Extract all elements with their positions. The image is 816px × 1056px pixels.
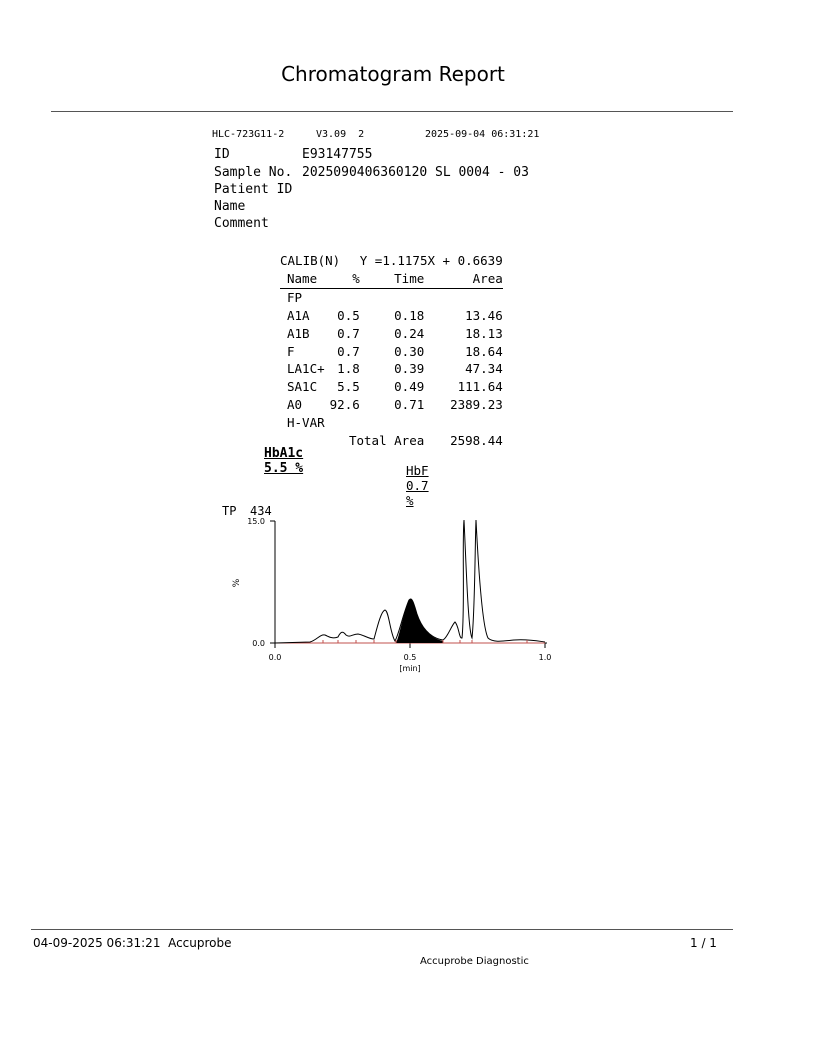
- peak-name: F: [287, 343, 295, 359]
- x-tick-label: 0.0: [268, 653, 282, 662]
- peak-area: 47.34: [465, 361, 503, 377]
- sample-no-value: 2025090406360120: [302, 165, 428, 180]
- peak-name: A1B: [287, 325, 310, 341]
- column-header-name: Name: [280, 270, 325, 288]
- hba1c-result: HbA1c 5.5 %: [264, 446, 304, 476]
- chromatogram-chart: [210, 500, 560, 680]
- table-row: [280, 307, 503, 325]
- peak-time: 0.71: [394, 396, 425, 412]
- column-header-time: Time: [360, 270, 425, 288]
- peak-name: LA1C+: [287, 361, 325, 377]
- peak-percent: 0.7: [337, 343, 360, 359]
- peak-area: [424, 413, 503, 431]
- hbf-result: HbF 0.7 %: [406, 463, 429, 508]
- instrument-datetime: 2025-09-04 06:31:21: [425, 129, 540, 140]
- peak-area: 18.13: [465, 325, 503, 341]
- peak-percent: 0.7: [337, 325, 360, 341]
- instrument-version: V3.09 2: [316, 129, 365, 140]
- peak-time: [360, 288, 425, 306]
- instrument-model: HLC-723G11-2: [212, 129, 285, 140]
- peak-name: A0: [287, 396, 303, 412]
- bottom-divider: [31, 929, 733, 930]
- y-tick-label: 0.0: [252, 639, 265, 648]
- report-title: Chromatogram Report: [281, 62, 505, 86]
- id-label: ID: [214, 147, 230, 162]
- total-area-label: Total Area: [348, 432, 425, 448]
- peak-percent: 92.6: [329, 396, 360, 412]
- table-row: [280, 378, 503, 396]
- total-row: [280, 431, 503, 449]
- peak-percent: 5.5: [337, 379, 360, 395]
- peak-area: [424, 288, 503, 306]
- peak-percent: 0.5: [337, 307, 360, 323]
- total-area-value: 2598.44: [450, 432, 503, 448]
- footer-company: Accuprobe Diagnostic: [420, 956, 529, 967]
- name-label: Name: [214, 199, 246, 214]
- page-number: 1 / 1: [690, 936, 717, 950]
- peak-name: H-VAR: [287, 414, 325, 430]
- top-divider: [51, 111, 733, 112]
- peak-area: 2389.23: [450, 396, 503, 412]
- table-row: [280, 396, 503, 414]
- peak-time: 0.18: [394, 307, 425, 323]
- comment-label: Comment: [214, 216, 269, 231]
- peak-area: 13.46: [465, 307, 503, 323]
- y-tick-label: 15.0: [247, 517, 265, 526]
- calib-equation: Y =1.1175X + 0.6639: [359, 252, 503, 268]
- calib-label: CALIB(N): [280, 252, 341, 268]
- table-row: [280, 324, 503, 342]
- peak-area: 111.64: [457, 379, 503, 395]
- peak-name: FP: [287, 290, 303, 306]
- tp-value: 434: [250, 504, 272, 518]
- tp-label: TP: [222, 504, 237, 518]
- id-value: E93147755: [302, 147, 373, 162]
- peak-time: 0.49: [394, 379, 425, 395]
- table-row: [280, 360, 503, 378]
- y-axis-label: %: [232, 578, 242, 588]
- peak-percent: 1.8: [337, 361, 360, 377]
- peak-time: 0.39: [394, 361, 425, 377]
- table-row: [280, 342, 503, 360]
- peak-percent: [325, 288, 360, 306]
- patient-id-label: Patient ID: [214, 182, 293, 197]
- peak-name: A1A: [287, 307, 310, 323]
- peak-percent: [325, 413, 360, 431]
- peak-area: 18.64: [465, 343, 503, 359]
- sample-no-label: Sample No.: [214, 165, 293, 180]
- table-row: [280, 288, 503, 306]
- peak-name: SA1C: [287, 379, 318, 395]
- peak-time: 0.24: [394, 325, 425, 341]
- results-table: [280, 250, 503, 449]
- sample-position: SL 0004 - 03: [435, 165, 529, 180]
- x-axis-label: [min]: [399, 664, 421, 673]
- peak-time: [360, 413, 425, 431]
- column-header-percent: %: [325, 270, 360, 288]
- column-header-area: Area: [424, 270, 503, 288]
- table-row: [280, 413, 503, 431]
- peak-time: 0.30: [394, 343, 425, 359]
- footer-print-info: 04-09-2025 06:31:21 Accuprobe: [33, 936, 232, 950]
- x-tick-label: 1.0: [538, 653, 552, 662]
- x-tick-label: 0.5: [403, 653, 417, 662]
